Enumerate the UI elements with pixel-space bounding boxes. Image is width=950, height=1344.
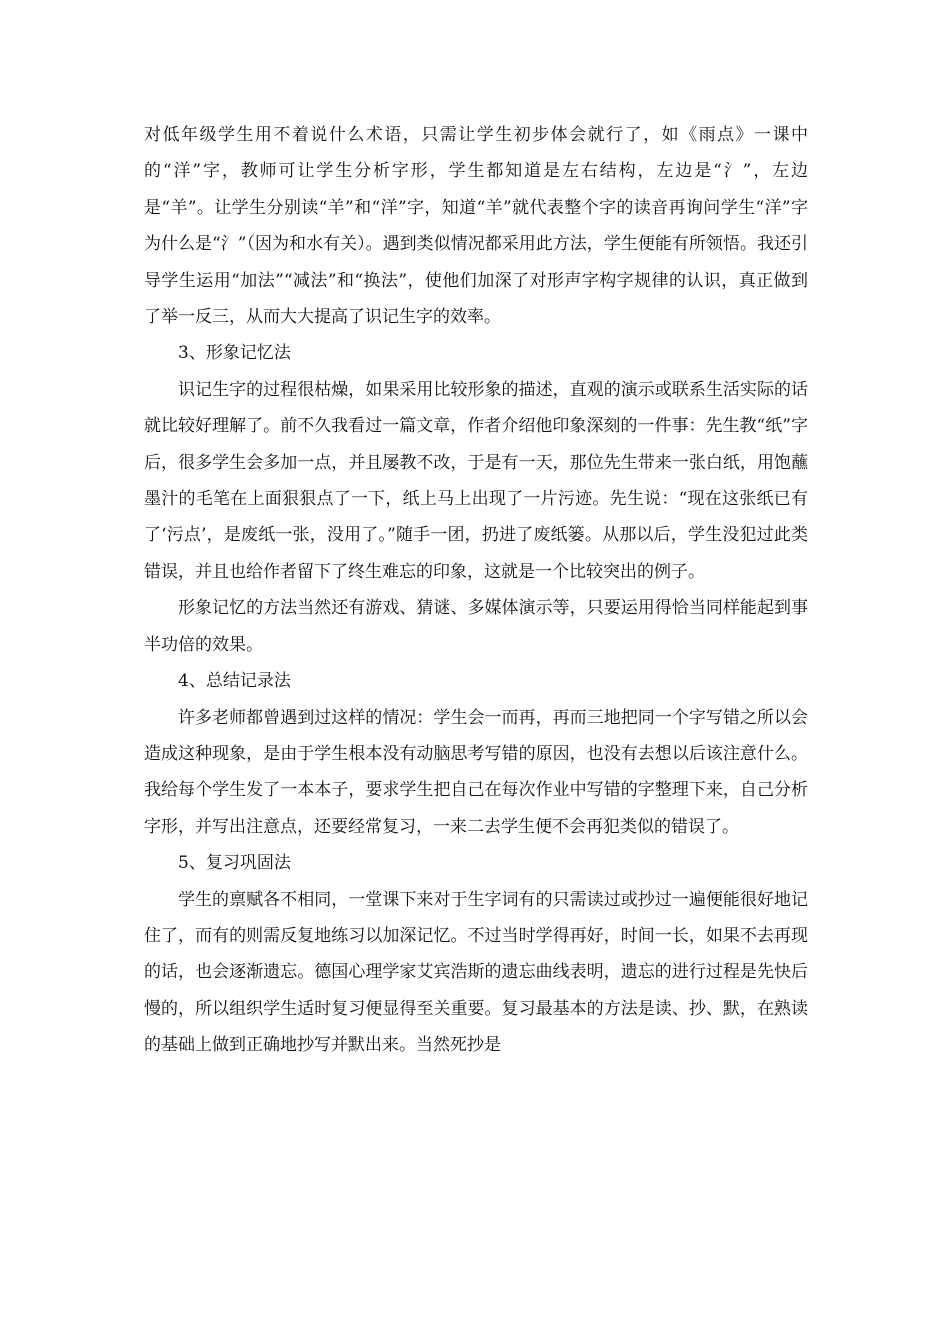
heading-summary-record: 4、总结记录法 [178, 671, 291, 692]
paragraph-summary-record: 许多老师都曾遇到过这样的情况：学生会一而再，再而三地把同一个字写错之所以会造成这种现象，是由于学生根本没有动脑思考写错的原因，也没有去想以后该注意什么。我给每个学生发了一本本子，要求学生把自己在每次作业中写错的字整理下来，自己分析字形，并写出注意点，还要经常复习，一来二去学生便不会再犯类似的错误了。 [144, 707, 808, 837]
paragraph-shape-sound-method: 对低年级学生用不着说什么术语，只需让学生初步体会就行了，如《雨点》一课中的“洋”字，教师可让学生分析字形，学生都知道是左右结构，左边是“氵”，左边是“羊”。让学生分别读“羊”和“洋”字，知道“羊”就代表整个字的读音再询问学生“洋”字为什么是“氵”（因为和水有关）。遇到类似情况都采用此方法，学生便能有所领悟。我还引导学生运用“加法”“减法”和“换法”，使他们加深了对形声字构字规律的认识，真正做到了举一反三，从而大大提高了识记生字的效率。 [144, 125, 808, 328]
document-page [144, 117, 808, 1064]
paragraph-image-memory: 识记生字的过程很枯燥，如果采用比较形象的描述，直观的演示或联系生活实际的话就比较好理解了。前不久我看过一篇文章，作者介绍他印象深刻的一件事：先生教“纸”字后，很多学生会多加一点，并且屡教不改，于是有一天，那位先生带来一张白纸，用饱蘸墨汁的毛笔在上面狠狠点了一下，纸上马上出现了一片污迹。先生说：“现在这张纸已有了‘污点’，是废纸一张，没用了。”随手一团，扔进了废纸篓。从那以后，学生没犯过此类错误，并且也给作者留下了终生难忘的印象，这就是一个比较突出的例子。 [144, 379, 808, 582]
paragraph-review-consolidate: 学生的禀赋各不相同，一堂课下来对于生字词有的只需读过或抄过一遍便能很好地记住了，而有的则需反复地练习以加深记忆。不过当时学得再好，时间一长，如果不去再现的话，也会逐渐遗忘。德国心理学家艾宾浩斯的遗忘曲线表明，遗忘的进行过程是先快后慢的，所以组织学生适时复习便显得至关重要。复习最基本的方法是读、抄、默，在熟读的基础上做到正确地抄写并默出来。当然死抄是 [144, 889, 808, 1056]
heading-review-consolidate: 5、复习巩固法 [178, 853, 291, 874]
paragraph-image-memory-extra: 形象记忆的方法当然还有游戏、猜谜、多媒体演示等，只要运用得恰当同样能起到事半功倍的效果。 [144, 598, 808, 655]
heading-image-memory: 3、形象记忆法 [178, 343, 291, 364]
